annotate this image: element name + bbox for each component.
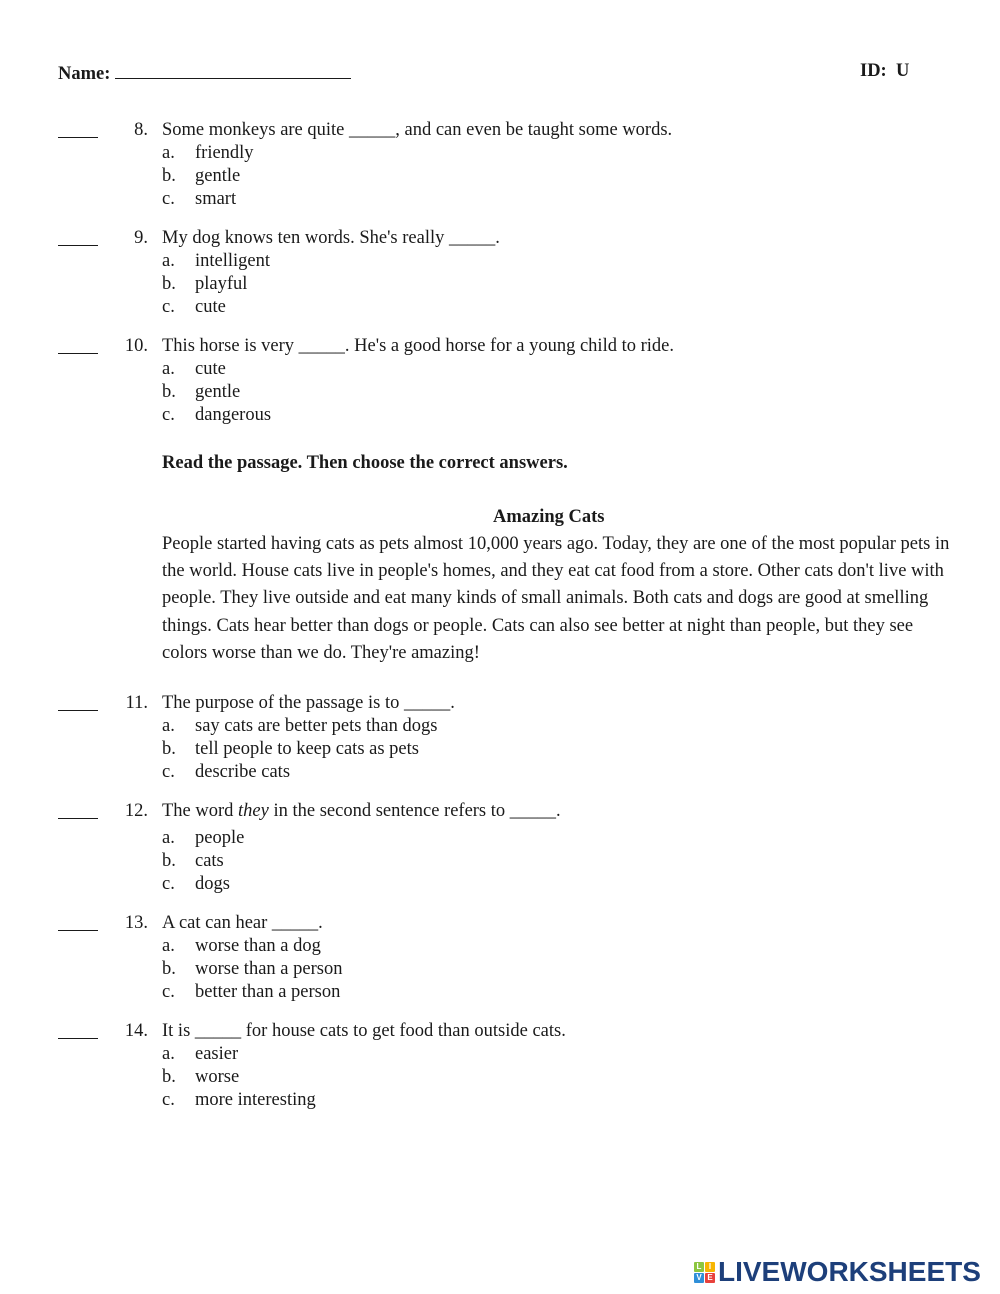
option-text: gentle xyxy=(195,382,241,402)
option-letter: b. xyxy=(162,851,176,871)
option-letter: c. xyxy=(162,762,175,782)
option-letter: c. xyxy=(162,297,175,317)
option-text: cute xyxy=(195,297,226,317)
logo-tile: E xyxy=(705,1273,715,1283)
id-label xyxy=(860,60,909,82)
logo-tile: V xyxy=(694,1273,704,1283)
question-number: 10. xyxy=(124,336,148,356)
question-stem xyxy=(162,800,561,822)
option-letter: c. xyxy=(162,189,175,209)
option-letter: b. xyxy=(162,959,176,979)
option-text: worse than a dog xyxy=(195,936,321,956)
question-stem-part: in the second sentence refers to _____. xyxy=(268,801,561,821)
option-text: smart xyxy=(195,189,237,209)
option-text: cute xyxy=(195,359,226,379)
option-text: tell people to keep cats as pets xyxy=(195,739,419,759)
question-stem xyxy=(162,912,323,934)
liveworksheets-logo xyxy=(694,1256,981,1288)
option-text: cats xyxy=(195,851,224,871)
question-stem-part: My dog knows ten words. She's really _____. xyxy=(162,228,500,248)
instruction: Read the passage. Then choose the correct answers. xyxy=(162,453,568,473)
logo-icon xyxy=(694,1262,715,1283)
question-stem xyxy=(162,227,500,249)
question-number: 9. xyxy=(134,228,148,248)
option-text: more interesting xyxy=(195,1090,316,1110)
name-label-text: Name: xyxy=(58,64,111,84)
option-letter: a. xyxy=(162,936,175,956)
question-stem-part: It is _____ for house cats to get food than outside cats. xyxy=(162,1021,566,1041)
option-letter: a. xyxy=(162,828,175,848)
question-stem-part: they xyxy=(238,801,269,821)
option-text: dangerous xyxy=(195,405,272,425)
id-value: U xyxy=(895,61,910,81)
option-letter: a. xyxy=(162,716,175,736)
option-letter: b. xyxy=(162,274,176,294)
question-stem-part: Some monkeys are quite _____, and can even be taught some words. xyxy=(162,120,673,140)
option-text: worse xyxy=(195,1067,240,1087)
question-stem xyxy=(162,692,455,714)
question-number: 13. xyxy=(124,913,148,933)
option-letter: b. xyxy=(162,1067,176,1087)
option-letter: c. xyxy=(162,1090,175,1110)
option-letter: b. xyxy=(162,166,176,186)
option-letter: c. xyxy=(162,405,175,425)
question-stem-part: The word xyxy=(162,801,239,821)
option-letter: a. xyxy=(162,1044,175,1064)
question-stem xyxy=(162,335,674,357)
option-letter: b. xyxy=(162,382,176,402)
option-letter: b. xyxy=(162,739,176,759)
option-letter: a. xyxy=(162,143,175,163)
option-text: gentle xyxy=(195,166,241,186)
question-number: 8. xyxy=(134,120,148,140)
option-letter: c. xyxy=(162,874,175,894)
question-stem xyxy=(162,1020,566,1042)
question-stem xyxy=(162,119,672,141)
option-text: describe cats xyxy=(195,762,291,782)
option-letter: a. xyxy=(162,251,175,271)
option-text: playful xyxy=(195,274,248,294)
id-label-text: ID: xyxy=(860,61,887,81)
option-text: worse than a person xyxy=(195,959,343,979)
question-stem-part: The purpose of the passage is to _____. xyxy=(162,693,455,713)
logo-tile: I xyxy=(705,1262,715,1272)
logo-text: LIVEWORKSHEETS xyxy=(718,1256,981,1287)
option-text: better than a person xyxy=(195,982,341,1002)
option-letter: a. xyxy=(162,359,175,379)
option-text: say cats are better pets than dogs xyxy=(195,716,438,736)
option-text: intelligent xyxy=(195,251,271,271)
option-text: dogs xyxy=(195,874,230,894)
logo-tile: L xyxy=(694,1262,704,1272)
option-text: friendly xyxy=(195,143,254,163)
passage-text: People started having cats as pets almost 10,000 years ago. Today, they are one of the most popular pets in the world. House cats live in people's homes, and they eat cat food from a store. Other cats don't live with people. They live outside and eat many kinds of small animals. Both cats and dogs are good at smelling things. Cats hear better than dogs or people. Cats can also see better at night than people, but they see colors worse than we do. They're amazing! xyxy=(162,534,950,663)
option-text: people xyxy=(195,828,245,848)
name-field[interactable] xyxy=(115,60,351,79)
question-number: 12. xyxy=(124,801,148,821)
option-text: easier xyxy=(195,1044,239,1064)
question-stem-part: This horse is very _____. He's a good horse for a young child to ride. xyxy=(162,336,674,356)
question-stem-part: A cat can hear _____. xyxy=(162,913,323,933)
option-letter: c. xyxy=(162,982,175,1002)
name-label xyxy=(58,60,351,85)
passage-title: Amazing Cats xyxy=(493,507,605,527)
question-number: 14. xyxy=(124,1021,148,1041)
question-number: 11. xyxy=(125,693,148,713)
